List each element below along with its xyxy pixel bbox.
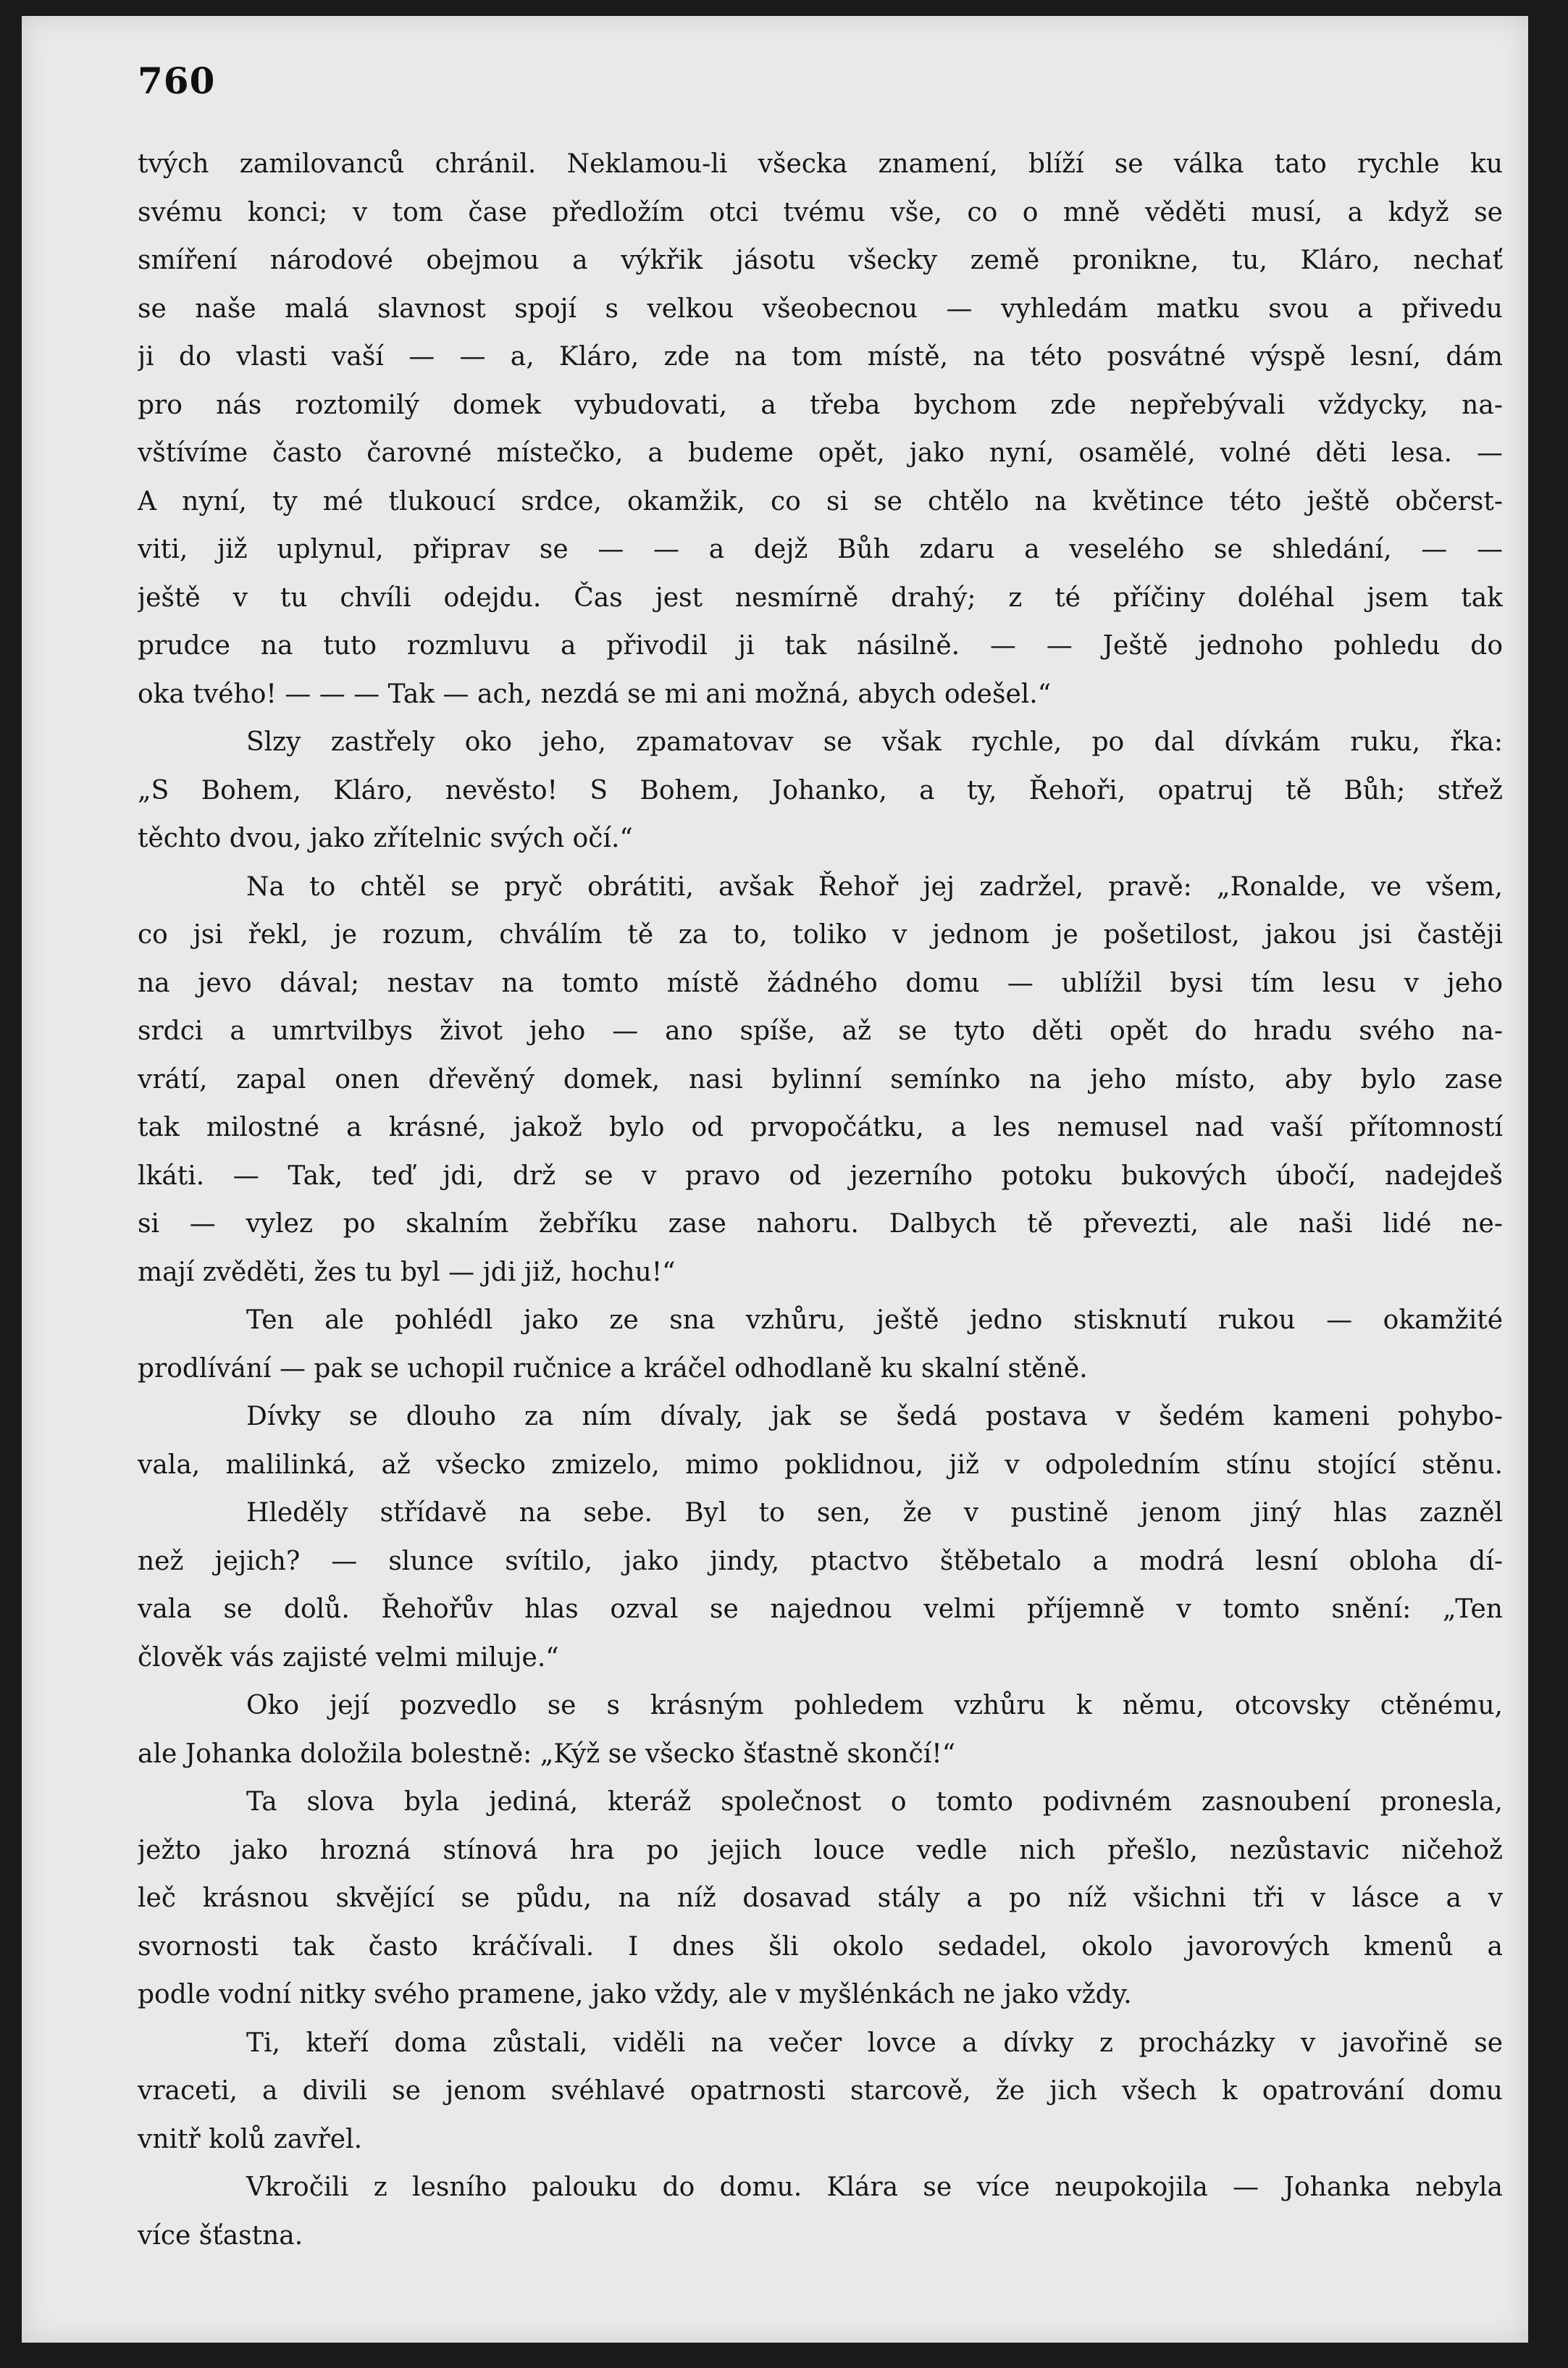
text-line: Slzy zastřely oko jeho, zpamatovav se však rychle, po dal dívkám ruku, řka:: [246, 727, 1503, 757]
text-line: leč krásnou skvějící se půdu, na níž dosavad stály a po níž všichni tři v lásce a v: [138, 1883, 1503, 1913]
text-line: Hleděly střídavě na sebe. Byl to sen, že v pustině jenom jiný hlas zazněl: [246, 1498, 1503, 1528]
text-line: ještě v tu chvíli odejdu. Čas jest nesmírně drahý; z té příčiny doléhal jsem tak: [138, 582, 1503, 613]
text-line: ji do vlasti vaší — — a, Kláro, zde na tom místě, na této posvátné výspě lesní, dám: [138, 342, 1503, 372]
text-line: pro nás roztomilý domek vybudovati, a třeba bychom zde nepřebývali vždycky, na-: [138, 390, 1503, 420]
text-line: podle vodní nitky svého pramene, jako vždy, ale v myšlénkách ne jako vždy.: [138, 1980, 1132, 2009]
text-line: Ta slova byla jediná, kteráž společnost o tomto podivném zasnoubení pronesla,: [246, 1787, 1503, 1817]
text-line: tvých zamilovanců chránil. Neklamou-li všecka znamení, blíží se válka tato rychle ku: [138, 149, 1503, 179]
text-line: si — vylez po skalním žebříku zase nahoru. Dalbych tě převezti, ale naši lidé ne-: [138, 1209, 1503, 1239]
text-line: viti, již uplynul, připrav se — — a dejž Bůh zdaru a veselého se shledání, — —: [138, 535, 1503, 564]
text-line: vštívíme často čarovné místečko, a budeme opět, jako nyní, osamělé, volné děti lesa. —: [138, 438, 1503, 468]
text-line: A nyní, ty mé tlukoucí srdce, okamžik, co si se chtělo na květince této ještě občerst-: [138, 486, 1503, 516]
text-line: vala se dolů. Řehořův hlas ozval se najednou velmi příjemně v tomto snění: „Ten: [138, 1594, 1503, 1624]
text-line: člověk vás zajisté velmi miluje.“: [138, 1642, 559, 1673]
text-line: než jejich? — slunce svítilo, jako jindy, ptactvo štěbetalo a modrá lesní obloha dí-: [138, 1546, 1503, 1576]
text-line: tak milostné a krásné, jakož bylo od prvopočátku, a les nemusel nad vaší přítomností: [138, 1113, 1503, 1142]
text-line: více šťastna.: [138, 2220, 303, 2251]
text-line: Dívky se dlouho za ním dívaly, jak se šedá postava v šedém kameni pohybo-: [246, 1402, 1503, 1431]
body-text: [138, 141, 1503, 2260]
text-line: vnitř kolů zavřel.: [138, 2124, 363, 2154]
text-line: Oko její pozvedlo se s krásným pohledem vzhůru k němu, otcovsky ctěnému,: [246, 1691, 1503, 1720]
text-line: lkáti. — Tak, teď jdi, drž se v pravo od jezerního potoku bukových úbočí, nadejdeš: [138, 1160, 1503, 1191]
text-line: prudce na tuto rozmluvu a přivodil ji tak násilně. — — Ještě jednoho pohledu do: [138, 631, 1503, 661]
text-line: prodlívání — pak se uchopil ručnice a kráčel odhodlaně ku skalní stěně.: [138, 1353, 1088, 1384]
text-line: na jevo dával; nestav na tomto místě žádného domu — ublížil bysi tím lesu v jeho: [138, 968, 1503, 998]
text-line: ježto jako hrozná stínová hra po jejich louce vedle nich přešlo, nezůstavic ničehož: [138, 1835, 1503, 1865]
text-line: se naše malá slavnost spojí s velkou všeobecnou — vyhledám matku svou a přivedu: [138, 293, 1503, 324]
text-line: co jsi řekl, je rozum, chválím tě za to, toliko v jednom je pošetilost, jakou jsi častěji: [138, 920, 1503, 950]
text-line: Ten ale pohlédl jako ze sna vzhůru, ještě jedno stisknutí rukou — okamžité: [246, 1305, 1503, 1335]
book-page: [22, 16, 1528, 2343]
text-line: „S Bohem, Kláro, nevěsto! S Bohem, Johanko, a ty, Řehoři, opatruj tě Bůh; střež: [138, 775, 1503, 806]
text-line: těchto dvou, jako zřítelnic svých očí.“: [138, 824, 633, 853]
text-line: svornosti tak často kráčívali. I dnes šli okolo sedadel, okolo javorových kmenů a: [138, 1931, 1503, 1962]
text-line: ale Johanka doložila bolestně: „Kýž se všecko šťastně skončí!“: [138, 1739, 956, 1769]
text-line: srdci a umrtvilbys život jeho — ano spíše, až se tyto děti opět do hradu svého na-: [138, 1016, 1503, 1046]
text-line: vraceti, a divili se jenom svéhlavé opatrnosti starcově, že jich všech k opatrování domu: [138, 2076, 1503, 2106]
page-number: 760: [138, 59, 216, 102]
text-line: Vkročili z lesního palouku do domu. Klára se více neupokojila — Johanka nebyla: [246, 2172, 1503, 2202]
text-line: Na to chtěl se pryč obrátiti, avšak Řehoř jej zadržel, pravě: „Ronalde, ve všem,: [246, 871, 1503, 902]
text-line: vala, malilinká, až všecko zmizelo, mimo poklidnou, již v odpoledním stínu stojící stěnu.: [138, 1449, 1503, 1480]
text-line: mají zvěděti, žes tu byl — jdi již, hochu!“: [138, 1257, 676, 1287]
text-line: smíření národové obejmou a výkřik jásotu všecky země pronikne, tu, Kláro, nechať: [138, 246, 1503, 275]
text-line: Ti, kteří doma zůstali, viděli na večer lovce a dívky z procházky v javořině se: [246, 2028, 1503, 2058]
text-line: svému konci; v tom čase předložím otci tvému vše, co o mně věděti musí, a když se: [138, 197, 1503, 227]
text-line: oka tvého! — — — Tak — ach, nezdá se mi ani možná, abych odešel.“: [138, 679, 1052, 709]
text-line: vrátí, zapal onen dřevěný domek, nasi bylinní semínko na jeho místo, aby bylo zase: [138, 1064, 1503, 1095]
